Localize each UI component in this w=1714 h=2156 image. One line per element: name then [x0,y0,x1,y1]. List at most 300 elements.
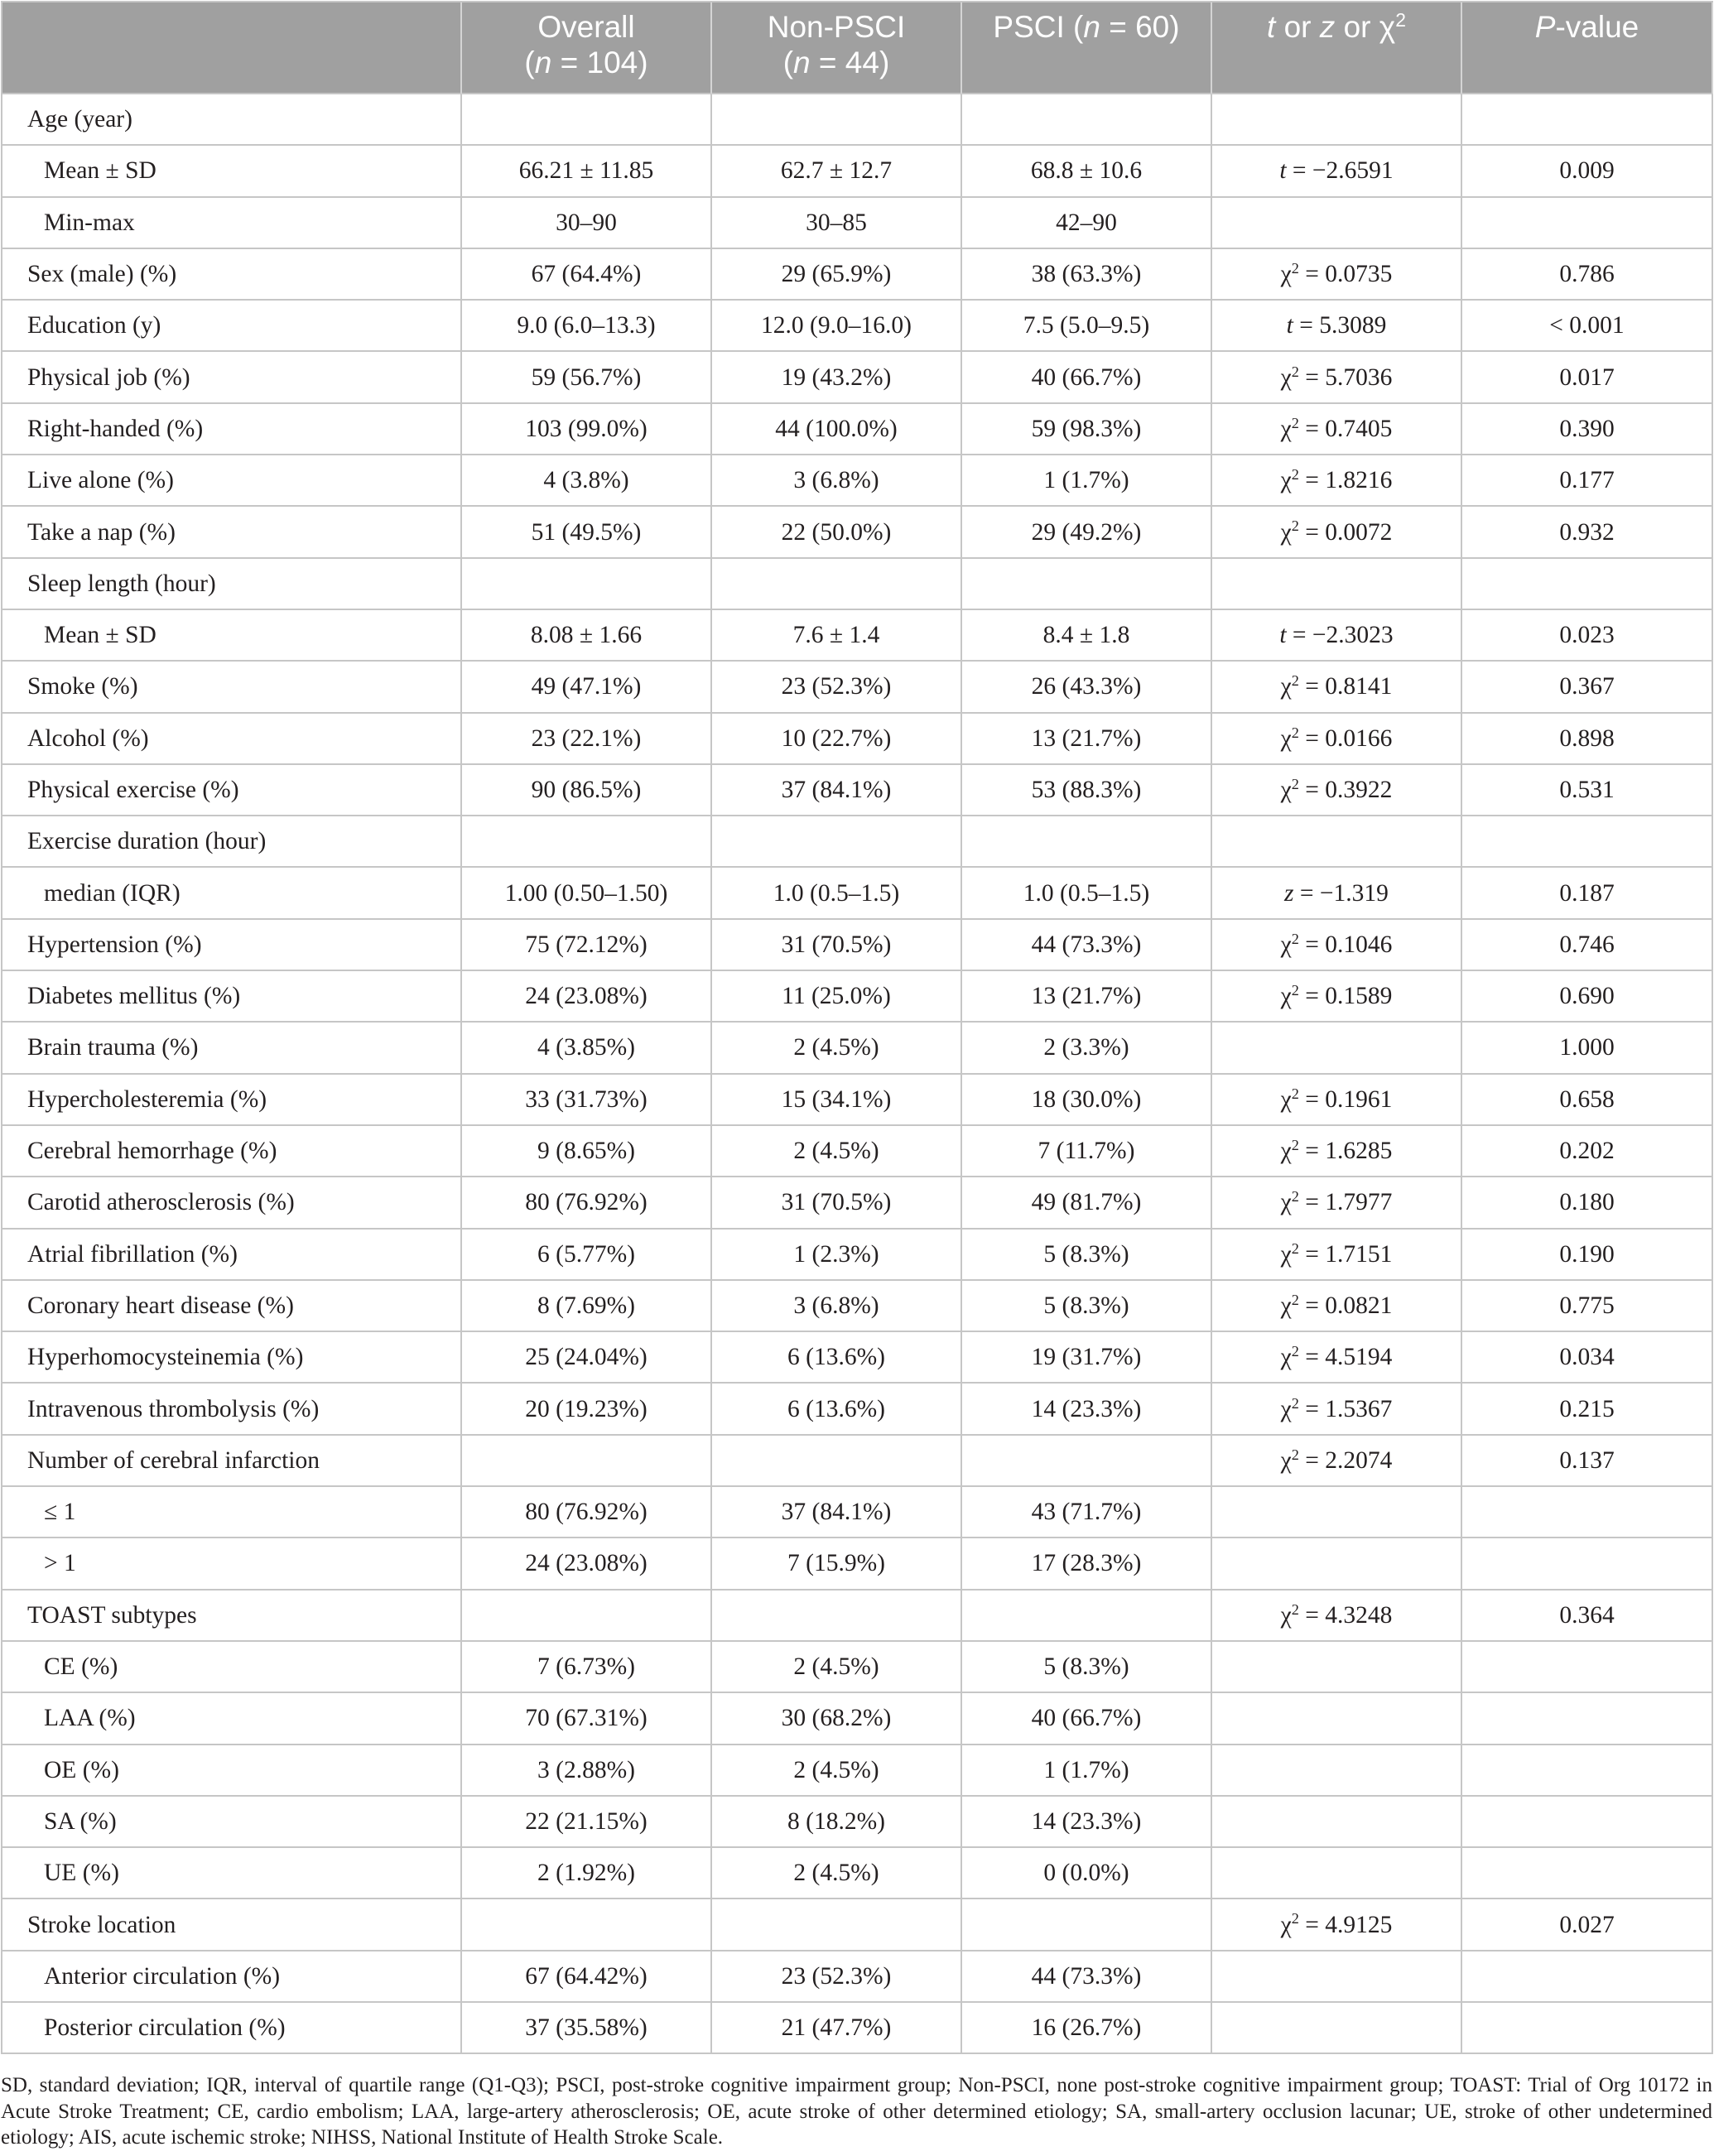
cell-variable: Smoke (%) [2,662,462,713]
cell-overall [462,559,712,610]
cell-variable: > 1 [2,1538,462,1590]
superscript-text: 2 [1291,1239,1299,1257]
text-segment: χ [1280,1240,1292,1268]
col-header-variable [2,2,462,94]
table-subrow [2,198,1713,249]
cell-statistic [1212,765,1462,816]
cell-overall: 25 (24.04%) [462,1332,712,1384]
table-row [2,94,1713,146]
cell-psci: 2 (3.3%) [962,1023,1212,1074]
cell-variable: UE (%) [2,1848,462,1899]
cell-non-psci: 31 (70.5%) [712,920,962,971]
cell-statistic [1212,1848,1462,1899]
cell-statistic [1212,1075,1462,1126]
cell-psci: 19 (31.7%) [962,1332,1212,1384]
cell-psci: 43 (71.7%) [962,1487,1212,1538]
italic-symbol: n [793,46,811,79]
table-row [2,1899,1713,1951]
cell-variable: Live alone (%) [2,455,462,507]
col-header-p-value [1462,2,1713,94]
table-row [2,249,1713,301]
statistic-text [1281,1601,1393,1629]
cell-non-psci: 1.0 (0.5–1.5) [712,868,962,919]
statistic-text [1281,260,1393,288]
table-row [2,765,1713,816]
cell-psci: 40 (66.7%) [962,352,1212,403]
superscript-text: 2 [1291,1910,1299,1927]
cell-p-value: 0.187 [1462,868,1713,919]
table-subrow [2,1538,1713,1590]
text-segment: = 0.0072 [1298,518,1393,546]
cell-p-value [1462,1951,1713,2003]
cell-psci: 59 (98.3%) [962,404,1212,455]
table-subrow [2,146,1713,197]
cell-variable: Brain trauma (%) [2,1023,462,1074]
superscript-text: 2 [1291,1600,1299,1618]
superscript-text: 2 [1291,982,1299,999]
cell-non-psci: 8 (18.2%) [712,1797,962,1848]
table-row [2,662,1713,713]
table-subrow [2,1487,1713,1538]
cell-psci: 29 (49.2%) [962,507,1212,558]
data-table [1,1,1713,2054]
cell-non-psci: 62.7 ± 12.7 [712,146,962,197]
cell-non-psci [712,94,962,146]
cell-variable: Hypertension (%) [2,920,462,971]
cell-statistic [1212,1023,1462,1074]
statistic-text [1281,1911,1393,1939]
text-segment: = 4.5194 [1298,1344,1393,1371]
cell-non-psci: 37 (84.1%) [712,765,962,816]
table-row [2,920,1713,971]
statistic-text [1281,724,1393,753]
cell-variable: Take a nap (%) [2,507,462,558]
cell-overall: 30–90 [462,198,712,249]
table-row [2,816,1713,868]
italic-symbol: P [1534,10,1556,44]
cell-overall: 49 (47.1%) [462,662,712,713]
cell-non-psci: 30–85 [712,198,962,249]
text-segment: = −2.3023 [1286,622,1394,649]
cell-variable: Age (year) [2,94,462,146]
cell-variable: Education (y) [2,301,462,352]
cell-statistic [1212,1436,1462,1487]
cell-non-psci: 3 (6.8%) [712,1281,962,1332]
table-row [2,1177,1713,1229]
cell-variable: Mean ± SD [2,610,462,662]
cell-p-value [1462,1538,1713,1590]
cell-statistic [1212,559,1462,610]
cell-overall: 67 (64.42%) [462,1951,712,2003]
text-segment: = −2.6591 [1286,157,1394,185]
cell-statistic [1212,1126,1462,1177]
cell-p-value [1462,1797,1713,1848]
cell-statistic [1212,455,1462,507]
cell-p-value: 0.202 [1462,1126,1713,1177]
cell-overall: 23 (22.1%) [462,714,712,765]
cell-psci [962,94,1212,146]
cell-psci: 42–90 [962,198,1212,249]
cell-psci: 0 (0.0%) [962,1848,1212,1899]
text-segment: χ [1280,673,1292,700]
text-segment: = 0.3922 [1298,777,1393,803]
statistic-text [1281,415,1393,443]
cell-overall: 66.21 ± 11.85 [462,146,712,197]
cell-non-psci [712,1591,962,1642]
cell-variable: SA (%) [2,1797,462,1848]
text-segment: = 0.1589 [1298,983,1393,1010]
text-segment: χ [1280,931,1292,958]
text-segment: χ [1280,363,1292,391]
text-segment: Non-PSCI [767,10,906,44]
table-row [2,1281,1713,1332]
cell-overall: 80 (76.92%) [462,1487,712,1538]
statistic-text [1281,363,1393,392]
italic-symbol: n [534,46,552,79]
statistic-text [1281,1085,1393,1114]
cell-statistic [1212,1899,1462,1951]
cell-non-psci: 19 (43.2%) [712,352,962,403]
cell-p-value: 0.367 [1462,662,1713,713]
cell-p-value: 0.898 [1462,714,1713,765]
statistic-text [1281,1240,1393,1268]
table-subrow [2,1693,1713,1745]
table-row [2,714,1713,765]
col-header-overall [462,2,712,94]
superscript-text: 2 [1395,9,1406,31]
cell-psci: 1 (1.7%) [962,455,1212,507]
cell-psci: 53 (88.3%) [962,765,1212,816]
text-segment: = 1.5367 [1298,1395,1393,1422]
cell-statistic [1212,816,1462,868]
cell-statistic [1212,507,1462,558]
cell-non-psci: 21 (47.7%) [712,2003,962,2054]
statistic-text [1281,1137,1393,1165]
cell-p-value: 0.531 [1462,765,1713,816]
statistic-text [1281,1188,1393,1216]
header-text-line [537,9,634,45]
text-segment: = 1.7977 [1298,1189,1393,1216]
cell-variable: CE (%) [2,1642,462,1693]
text-segment: χ [1280,1395,1292,1422]
text-segment: = 4.9125 [1298,1911,1393,1938]
cell-p-value: 0.932 [1462,507,1713,558]
cell-overall: 59 (56.7%) [462,352,712,403]
cell-variable: LAA (%) [2,1693,462,1745]
cell-psci: 8.4 ± 1.8 [962,610,1212,662]
cell-variable: Stroke location [2,1899,462,1951]
cell-variable: ≤ 1 [2,1487,462,1538]
cell-p-value: 0.746 [1462,920,1713,971]
statistic-text [1281,518,1393,546]
cell-psci [962,1899,1212,1951]
cell-psci: 44 (73.3%) [962,920,1212,971]
cell-non-psci: 2 (4.5%) [712,1023,962,1074]
cell-p-value: 0.009 [1462,146,1713,197]
cell-psci: 68.8 ± 10.6 [962,146,1212,197]
cell-overall [462,1436,712,1487]
cell-p-value: 0.690 [1462,971,1713,1023]
cell-p-value: 0.190 [1462,1230,1713,1281]
superscript-text: 2 [1291,724,1299,741]
table-row [2,1332,1713,1384]
cell-psci: 14 (23.3%) [962,1384,1212,1435]
cell-variable: Hyperhomocysteinemia (%) [2,1332,462,1384]
cell-statistic [1212,1281,1462,1332]
cell-p-value [1462,559,1713,610]
table-subrow [2,610,1713,662]
text-segment: = 4.3248 [1298,1601,1393,1629]
cell-statistic [1212,714,1462,765]
statistic-text [1287,311,1387,339]
cell-psci [962,1591,1212,1642]
cell-p-value: < 0.001 [1462,301,1713,352]
table-row [2,1436,1713,1487]
cell-p-value: 0.177 [1462,455,1713,507]
italic-symbol: t [1279,157,1287,185]
italic-symbol: n [1083,10,1100,44]
cell-psci [962,559,1212,610]
cell-p-value [1462,1745,1713,1797]
statistic-text [1281,1395,1393,1423]
text-segment: = 0.1046 [1298,931,1393,958]
text-segment: = 60) [1100,10,1180,44]
cell-non-psci: 30 (68.2%) [712,1693,962,1745]
cell-statistic [1212,1745,1462,1797]
cell-psci: 26 (43.3%) [962,662,1212,713]
cell-psci: 7.5 (5.0–9.5) [962,301,1212,352]
cell-statistic [1212,198,1462,249]
cell-non-psci: 23 (52.3%) [712,662,962,713]
cell-non-psci: 7 (15.9%) [712,1538,962,1590]
cell-statistic [1212,352,1462,403]
cell-psci: 40 (66.7%) [962,1693,1212,1745]
cell-psci: 13 (21.7%) [962,971,1212,1023]
text-segment: = 1.8216 [1298,467,1393,494]
cell-p-value: 0.180 [1462,1177,1713,1229]
table-row [2,971,1713,1023]
cell-variable: Min-max [2,198,462,249]
cell-p-value [1462,94,1713,146]
cell-statistic [1212,1693,1462,1745]
table-row [2,404,1713,455]
col-header-non-psci [712,2,962,94]
cell-p-value [1462,1693,1713,1745]
cell-psci: 38 (63.3%) [962,249,1212,301]
cell-statistic [1212,1591,1462,1642]
cell-variable: median (IQR) [2,868,462,919]
cell-psci: 5 (8.3%) [962,1642,1212,1693]
text-segment: ( [524,46,535,79]
text-segment: χ [1280,1344,1292,1371]
cell-non-psci: 2 (4.5%) [712,1126,962,1177]
cell-statistic [1212,2003,1462,2054]
cell-overall [462,816,712,868]
cell-statistic [1212,1487,1462,1538]
cell-psci: 13 (21.7%) [962,714,1212,765]
text-segment: = 104) [551,46,648,79]
cell-variable: Sleep length (hour) [2,559,462,610]
table-row [2,1384,1713,1435]
table-row [2,1126,1713,1177]
text-segment: PSCI ( [993,10,1084,44]
cell-p-value: 0.017 [1462,352,1713,403]
cell-non-psci: 11 (25.0%) [712,971,962,1023]
cell-variable: Diabetes mellitus (%) [2,971,462,1023]
text-segment: χ [1280,1601,1292,1629]
text-segment: = 5.3089 [1293,312,1387,339]
cell-statistic [1212,146,1462,197]
text-segment: = 5.7036 [1298,363,1393,391]
cell-variable: OE (%) [2,1745,462,1797]
cell-non-psci [712,559,962,610]
text-segment: Overall [537,10,635,44]
statistic-text [1279,156,1393,185]
text-segment: χ [1280,261,1292,288]
text-segment: χ [1280,1189,1292,1216]
cell-statistic [1212,1642,1462,1693]
table-subrow [2,2003,1713,2054]
cell-non-psci: 6 (13.6%) [712,1384,962,1435]
italic-symbol: t [1267,10,1276,44]
cell-overall: 8.08 ± 1.66 [462,610,712,662]
text-segment: χ [1280,777,1292,803]
cell-p-value: 0.034 [1462,1332,1713,1384]
cell-p-value: 0.215 [1462,1384,1713,1435]
cell-variable: Mean ± SD [2,146,462,197]
table-subrow [2,1745,1713,1797]
superscript-text: 2 [1291,672,1299,690]
cell-psci: 17 (28.3%) [962,1538,1212,1590]
cell-p-value: 0.364 [1462,1591,1713,1642]
superscript-text: 2 [1291,1291,1299,1308]
cell-psci [962,816,1212,868]
statistic-text [1281,466,1393,494]
cell-psci: 7 (11.7%) [962,1126,1212,1177]
cell-statistic [1212,971,1462,1023]
cell-overall: 24 (23.08%) [462,1538,712,1590]
statistic-text [1279,621,1393,649]
cell-statistic [1212,249,1462,301]
cell-overall [462,94,712,146]
cell-overall: 6 (5.77%) [462,1230,712,1281]
header-text-line [768,9,906,45]
text-segment: χ [1280,983,1292,1010]
cell-psci: 49 (81.7%) [962,1177,1212,1229]
cell-p-value: 0.023 [1462,610,1713,662]
italic-symbol: t [1279,622,1287,649]
cell-variable: Atrial fibrillation (%) [2,1230,462,1281]
cell-non-psci: 15 (34.1%) [712,1075,962,1126]
statistic-text [1281,1343,1393,1371]
header-text-line [1267,9,1406,45]
header-text-line [783,45,890,80]
cell-variable: TOAST subtypes [2,1591,462,1642]
cell-overall: 70 (67.31%) [462,1693,712,1745]
cell-overall [462,1591,712,1642]
cell-variable: Coronary heart disease (%) [2,1281,462,1332]
cell-p-value: 0.775 [1462,1281,1713,1332]
text-segment: = 0.0166 [1298,724,1393,752]
cell-variable: Carotid atherosclerosis (%) [2,1177,462,1229]
text-segment: χ [1280,724,1292,752]
cell-p-value: 0.786 [1462,249,1713,301]
table-subrow [2,868,1713,919]
superscript-text: 2 [1291,930,1299,947]
cell-non-psci: 29 (65.9%) [712,249,962,301]
table-subrow [2,1642,1713,1693]
cell-overall: 75 (72.12%) [462,920,712,971]
cell-non-psci: 2 (4.5%) [712,1642,962,1693]
table-subrow [2,1951,1713,2003]
header-text-line [1535,9,1639,45]
text-segment: -value [1555,10,1639,44]
table-subrow [2,1848,1713,1899]
cell-statistic [1212,1538,1462,1590]
col-header-statistic [1212,2,1462,94]
cell-variable: Right-handed (%) [2,404,462,455]
table-body [2,94,1713,2054]
table-row [2,1023,1713,1074]
statistic-text [1281,1292,1393,1320]
statistic-text [1281,931,1393,959]
cell-variable: Hypercholesteremia (%) [2,1075,462,1126]
cell-variable: Intravenous thrombolysis (%) [2,1384,462,1435]
cell-p-value [1462,1848,1713,1899]
table-subrow [2,1797,1713,1848]
header-text-line [524,45,648,80]
cell-overall: 80 (76.92%) [462,1177,712,1229]
cell-statistic [1212,1177,1462,1229]
cell-p-value [1462,2003,1713,2054]
cell-variable: Anterior circulation (%) [2,1951,462,2003]
table-row [2,1075,1713,1126]
cell-variable: Posterior circulation (%) [2,2003,462,2054]
cell-overall: 3 (2.88%) [462,1745,712,1797]
cell-overall: 24 (23.08%) [462,971,712,1023]
italic-symbol: t [1286,312,1293,339]
cell-overall: 67 (64.4%) [462,249,712,301]
text-segment: or [1275,10,1320,44]
superscript-text: 2 [1291,1188,1299,1206]
cell-overall: 4 (3.85%) [462,1023,712,1074]
table-row [2,455,1713,507]
cell-overall: 1.00 (0.50–1.50) [462,868,712,919]
superscript-text: 2 [1291,259,1299,277]
cell-variable: Physical job (%) [2,352,462,403]
cell-overall: 9.0 (6.0–13.3) [462,301,712,352]
text-segment: = 1.6285 [1298,1138,1393,1165]
cell-p-value: 1.000 [1462,1023,1713,1074]
cell-psci: 1.0 (0.5–1.5) [962,868,1212,919]
cell-overall: 37 (35.58%) [462,2003,712,2054]
cell-overall: 2 (1.92%) [462,1848,712,1899]
cell-overall [462,1899,712,1951]
cell-overall: 4 (3.8%) [462,455,712,507]
cell-p-value: 0.658 [1462,1075,1713,1126]
text-segment: = 0.7405 [1298,415,1393,442]
text-segment: χ [1280,518,1292,546]
cell-overall: 33 (31.73%) [462,1075,712,1126]
cell-statistic [1212,1384,1462,1435]
text-segment: χ [1280,1911,1292,1938]
cell-overall: 8 (7.69%) [462,1281,712,1332]
cell-non-psci: 2 (4.5%) [712,1848,962,1899]
cell-statistic [1212,868,1462,919]
cell-overall: 20 (19.23%) [462,1384,712,1435]
table-row [2,559,1713,610]
table-row [2,352,1713,403]
